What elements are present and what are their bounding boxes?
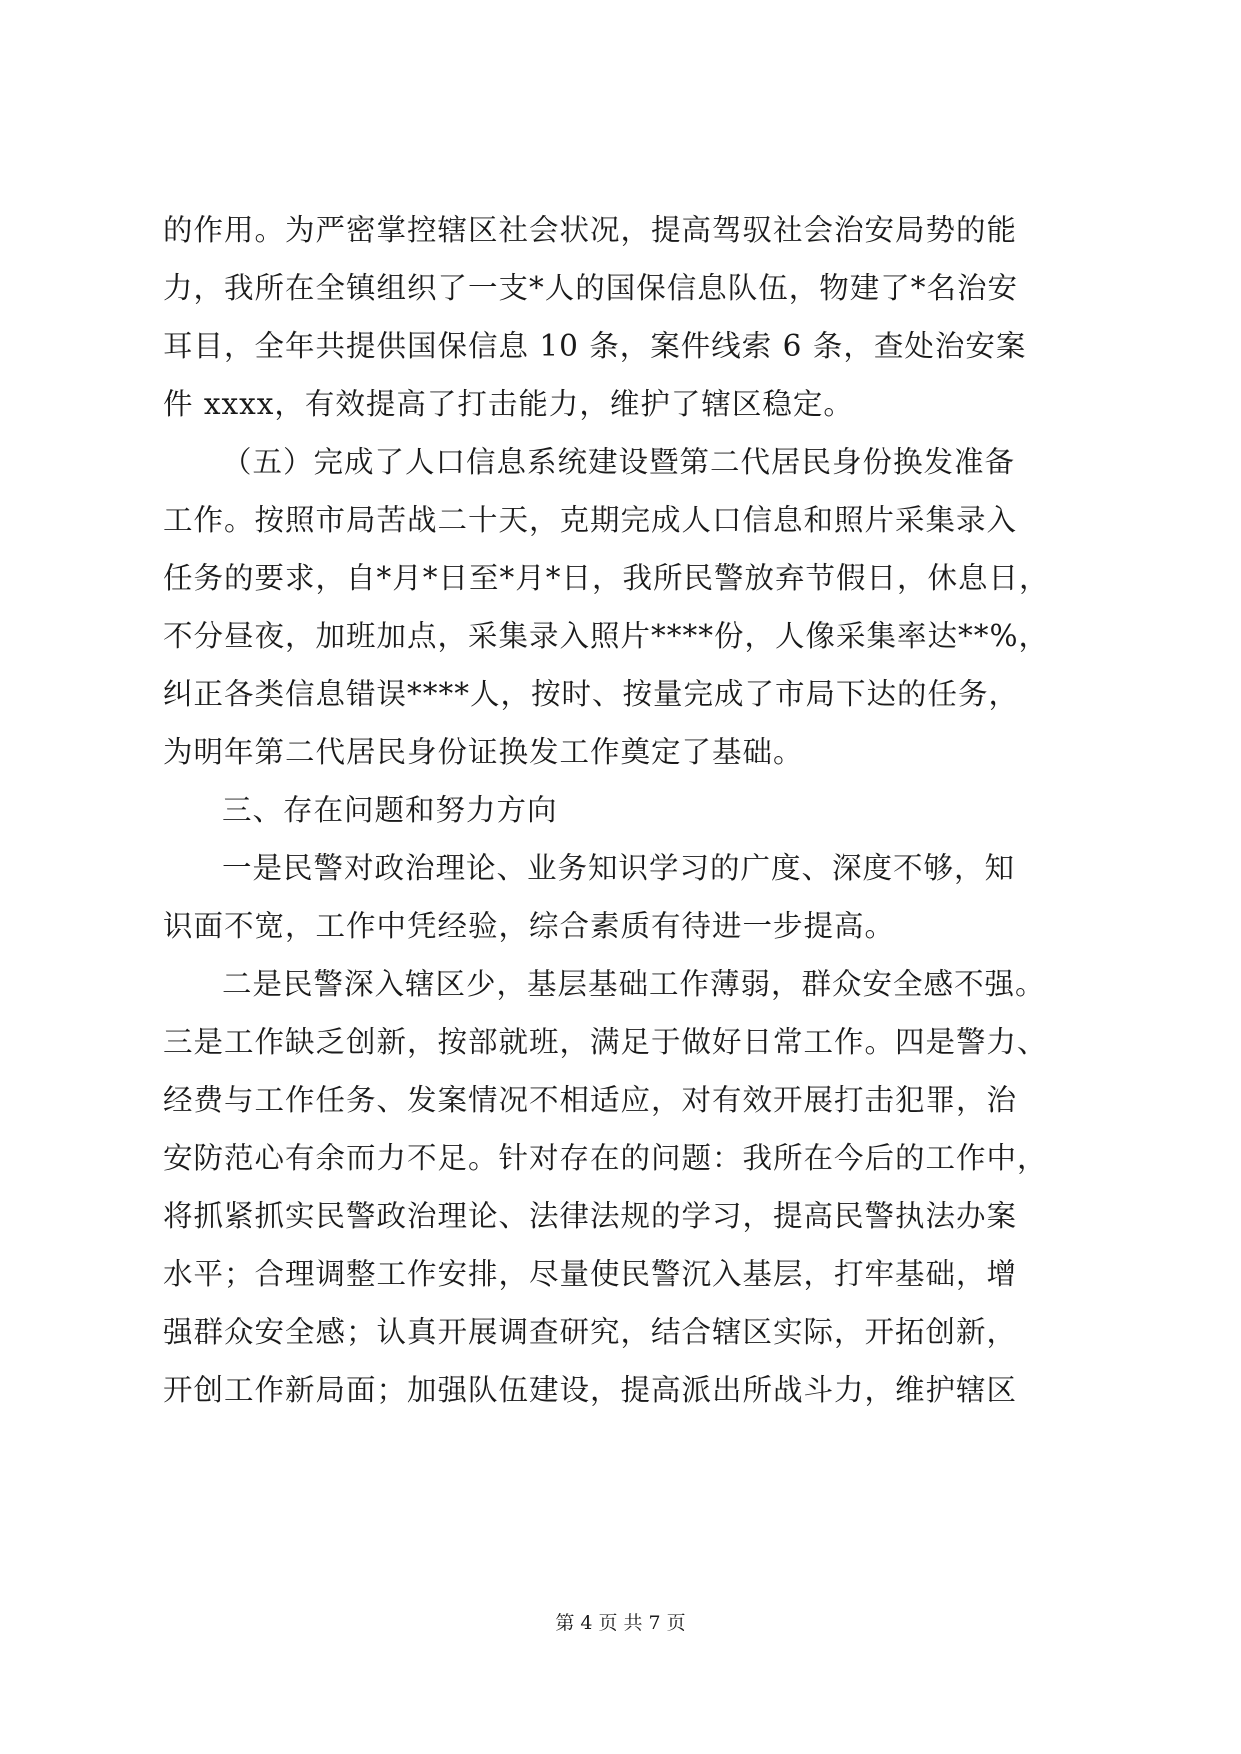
text-line: 任务的要求，自*月*日至*月*日，我所民警放弃节假日，休息日，: [163, 561, 1050, 595]
text-line: 工作。按照市局苦战二十天，克期完成人口信息和照片采集录入: [163, 503, 1018, 537]
text-line: 三是工作缺乏创新，按部就班，满足于做好日常工作。四是警力、: [163, 1025, 1048, 1059]
page-number-footer: 第 4 页 共 7 页: [555, 1612, 686, 1634]
text-line: 力，我所在全镇组织了一支*人的国保信息队伍，物建了*名治安: [163, 271, 1019, 305]
text-line: 不分昼夜，加班加点，采集录入照片****份，人像采集率达**%，: [163, 619, 1050, 653]
text-line: 识面不宽，工作中凭经验，综合素质有待进一步提高。: [163, 909, 896, 943]
text-line: 的作用。为严密掌控辖区社会状况，提高驾驭社会治安局势的能: [163, 213, 1018, 247]
text-line: 强群众安全感；认真开展调查研究，结合辖区实际，开拓创新，: [163, 1315, 1018, 1349]
text-line: 纠正各类信息错误****人，按时、按量完成了市局下达的任务，: [163, 677, 1020, 711]
paragraph-first-line: 一是民警对政治理论、业务知识学习的广度、深度不够，知: [222, 851, 1016, 885]
section-heading: 三、存在问题和努力方向: [222, 793, 558, 827]
text-line: 开创工作新局面；加强队伍建设，提高派出所战斗力，维护辖区: [163, 1373, 1018, 1407]
text-line: 件 xxxx，有效提高了打击能力，维护了辖区稳定。: [163, 387, 854, 421]
text-line: 耳目，全年共提供国保信息 10 条，案件线索 6 条，查处治安案: [163, 329, 1027, 363]
text-line: 为明年第二代居民身份证换发工作奠定了基础。: [163, 735, 804, 769]
text-line: 将抓紧抓实民警政治理论、法律法规的学习，提高民警执法办案: [163, 1199, 1018, 1233]
paragraph-heading-line: （五）完成了人口信息系统建设暨第二代居民身份换发准备: [222, 445, 1016, 479]
paragraph-first-line: 二是民警深入辖区少，基层基础工作薄弱，群众安全感不强。: [222, 967, 1046, 1001]
text-line: 经费与工作任务、发案情况不相适应，对有效开展打击犯罪，治: [163, 1083, 1018, 1117]
text-line: 水平；合理调整工作安排，尽量使民警沉入基层，打牢基础，增: [163, 1257, 1018, 1291]
text-line: 安防范心有余而力不足。针对存在的问题：我所在今后的工作中，: [163, 1141, 1048, 1175]
